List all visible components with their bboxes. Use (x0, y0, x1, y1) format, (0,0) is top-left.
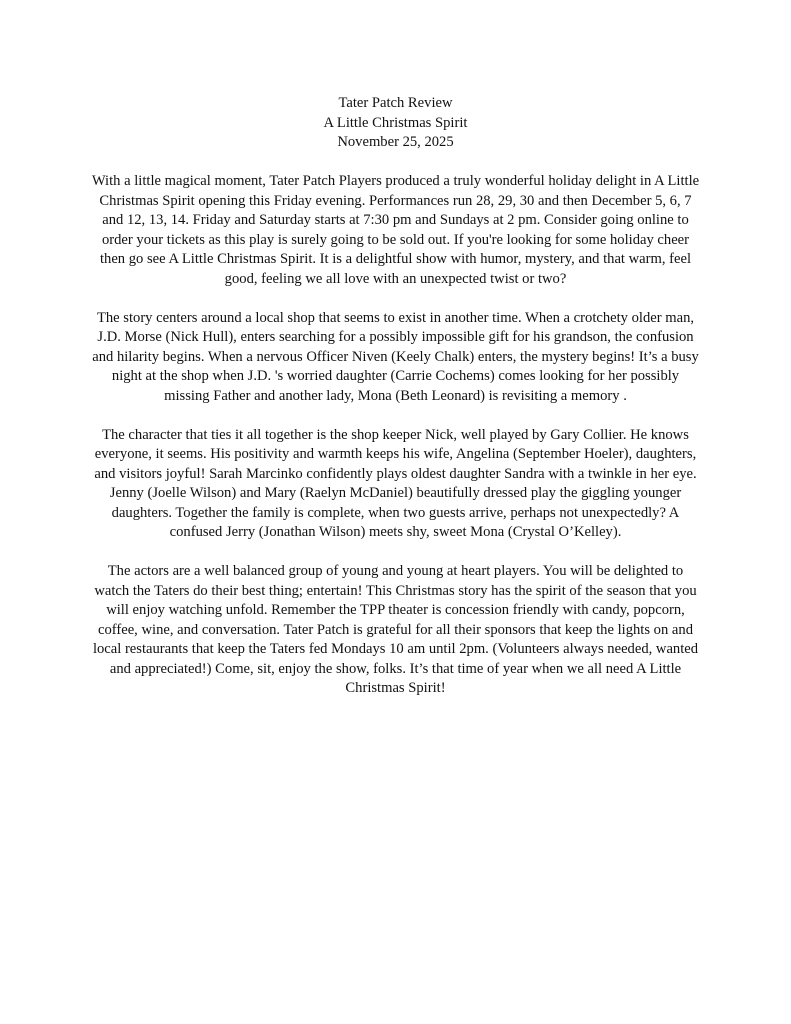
paragraph-closing: The actors are a well balanced group of young and young at heart players. You will be delighted to watch the Taters do their best thing; entertain! This Christmas story has the spirit of the season that you will enjoy watching unfold. Remember the TPP theater is concession friendly with candy, popcorn, coffee, wine, and conversation. Tater Patch is grateful for all their sponsors that keep the lights on and local restaurants that keep the Taters fed Mondays 10 am until 2pm. (Volunteers always needed, wanted and appreciated!) Come, sit, enjoy the show, folks. It’s that time of year when we all need A Little Christmas Spirit! (92, 563, 699, 696)
paragraph-characters: The character that ties it all together is the shop keeper Nick, well played by Gary Collier. He knows everyone, it seems. His positivity and warmth keeps his wife, Angelina (September Hoeler), daughters, and visitors joyful! Sarah Marcinko confidently plays oldest daughter Sandra with a twinkle in her eye. Jenny (Joelle Wilson) and Mary (Raelyn McDaniel) beautifully dressed play the giggling younger daughters. Together the family is complete, when two guests arrive, perhaps not unexpectedly? A confused Jerry (Jonathan Wilson) meets shy, sweet Mona (Crystal O’Kelley). (94, 426, 697, 540)
paragraph-intro: With a little magical moment, Tater Patch Players produced a truly wonderful holiday delight in A Little Christmas Spirit opening this Friday evening. Performances run 28, 29, 30 and then December 5, 6, 7 and 12, 13, 14. Friday and Saturday starts at 7:30 pm and Sundays at 2 pm. Consider going online to order your tickets as this play is surely going to be sold out. If you're looking for some holiday cheer then go see A Little Christmas Spirit. It is a delightful show with humor, mystery, and that warm, feel good, feeling we all love with an unexpected twist or two? (91, 173, 700, 287)
paragraph-story: The story centers around a local shop that seems to exist in another time. When a crotchety older man, J.D. Morse (Nick Hull), enters searching for a possibly impossible gift for his grandson, the confusion and hilarity begins. When a nervous Officer Niven (Keely Chalk) enters, the mystery begins! It’s a busy night at the shop when J.D. 's worried daughter (Carrie Cochems) comes looking for her possibly missing Father and another lady, Mona (Beth Leonard) is revisiting a memory . (92, 309, 699, 404)
review-header (90, 94, 701, 153)
review-title: Tater Patch Review (338, 95, 453, 111)
review-body (90, 94, 701, 699)
show-title: A Little Christmas Spirit (323, 114, 468, 131)
review-date: November 25, 2025 (337, 134, 454, 150)
